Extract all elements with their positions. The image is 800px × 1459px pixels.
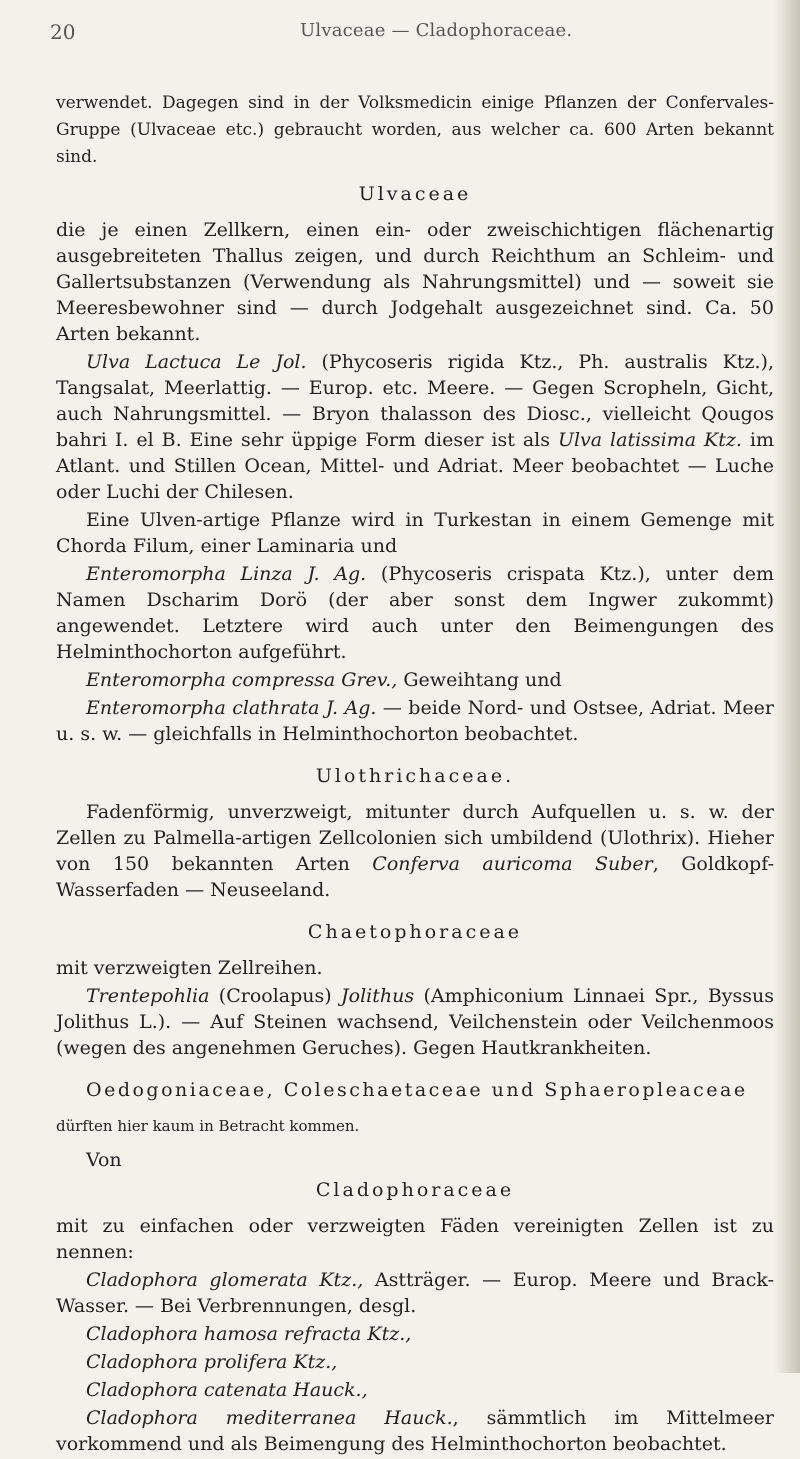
page-body <box>56 90 774 1459</box>
species-name: Jolithus <box>341 985 415 1007</box>
ulva-lactuca-entry <box>56 349 774 505</box>
cladophoraceae-description: mit zu einfachen oder verzweigten Fäden vereinigten Zellen ist zu nennen: <box>56 1215 774 1263</box>
page-number: 20 <box>50 20 76 44</box>
cladophora-mediterranea-entry <box>56 1405 774 1457</box>
oedogoniaceae-note: dürften hier kaum in Betracht kommen. <box>56 1117 360 1135</box>
turkestan-paragraph: Eine Ulven-artige Pflanze wird in Turkestan in einem Gemenge mit Chorda Filum, einer Laminaria und <box>56 509 774 557</box>
entry-text: — beide Nord- und Ostsee, Adriat. Meer u. s. w. — gleichfalls in Helminthochorton beobachtet. <box>56 697 774 745</box>
entry-text: Fadenförmig, unverzweigt, mitunter durch Aufquellen u. s. w. der Zellen zu Palmella-artigen Zellcolonien sich umbildend (Ulothrix). Hieher von 150 bekannten Arten <box>56 801 774 875</box>
enteromorpha-compressa-entry <box>56 667 774 693</box>
ulothrichaceae-paragraph <box>56 799 774 903</box>
cladophora-glomerata-entry <box>56 1267 774 1319</box>
entry-text: (Croolapus) <box>209 985 342 1007</box>
entry-text: (Phycoseris crispata Ktz.), unter dem Namen Dscharim Dorö (der aber sonst dem Ingwer zukommt) angewendet. Letztere wird auch unter den Beimengungen des Helminthochorton aufgeführt. <box>56 563 775 663</box>
species-name: Enteromorpha compressa Grev., <box>86 669 398 691</box>
heading-oedogoniaceae: Oedogoniaceae, Coleschaetaceae und Sphaeropleaceae <box>86 1079 748 1101</box>
species-name: Cladophora mediterranea Hauck. <box>86 1407 453 1429</box>
ulvaceae-description: die je einen Zellkern, einen ein- oder zweischichtigen flächenartig ausgebreiteten Thallus zeigen, und durch Reichthum an Schleim- und Gallertsubstanzen (Verwendung als Nahrungsmittel) und — soweit sie Meeresbewohner sind — durch Jodgehalt ausgezeichnet sind. Ca. 50 Arten bekannt. <box>56 219 774 345</box>
species-name: Ulva Lactuca Le Jol. <box>86 351 307 373</box>
page-header <box>0 20 800 60</box>
heading-ulothrichaceae: Ulothrichaceae. <box>315 765 515 787</box>
enteromorpha-clathrata-entry <box>56 695 774 747</box>
entry-text: (Phycoseris rigida Ktz., Ph. australis Ktz.), Tangsalat, Meerlattig. — Europ. etc. Meere. — Gegen Scropheln, Gicht, auch Nahrungsmittel. — Bryon thalasson des Diosc., vielleicht Qougos bahri I. el B. Eine sehr üppige Form dieser ist als <box>56 351 775 451</box>
entry-text: im Atlant. und Stillen Ocean, Mittel- und Adriat. Meer beobachtet — Luche oder Luchi der Chilesen. <box>56 429 775 503</box>
running-title: Ulvaceae — Cladophoraceae. <box>300 20 573 41</box>
species-name: Enteromorpha Linza J. Ag. <box>86 563 367 585</box>
heading-ulvaceae: Ulvaceae <box>358 183 472 205</box>
entry-text: (Amphiconium Linnaei Spr., Byssus Jolithus L.). — Auf Steinen wachsend, Veilchenstein oder Veilchenmoos (wegen des angenehmen Geruches). Gegen Hautkrankheiten. <box>56 985 774 1059</box>
heading-cladophoraceae: Cladophoraceae <box>315 1179 515 1201</box>
species-name: Trentepohlia <box>86 985 210 1007</box>
species-name: Conferva auricoma Suber <box>372 853 653 875</box>
entry-text: , sämmtlich im Mittelmeer vorkommend und als Beimengung des Helminthochorton beobachtet. <box>56 1407 774 1455</box>
trentepohlia-entry <box>56 983 774 1061</box>
entry-text: Astträger. — Europ. Meere und Brack-Wasser. — Bei Verbrennungen, desgl. <box>56 1269 774 1317</box>
chaetophoraceae-description: mit verzweigten Zellreihen. <box>56 957 323 979</box>
cladophora-catenata-entry: Cladophora catenata Hauck., <box>86 1379 368 1401</box>
enteromorpha-linza-entry <box>56 561 774 665</box>
cladophora-hamosa-entry: Cladophora hamosa refracta Ktz., <box>86 1323 412 1345</box>
intro-paragraph: verwendet. Dagegen sind in der Volksmedicin einige Pflanzen der Confervales-Gruppe (Ulvaceae etc.) gebraucht worden, aus welcher ca. 600 Arten bekannt sind. <box>56 93 774 167</box>
entry-text: Geweihtang und <box>397 669 562 691</box>
heading-chaetophoraceae: Chaetophoraceae <box>307 921 523 943</box>
von-line: Von <box>86 1149 122 1171</box>
cladophora-prolifera-entry: Cladophora prolifera Ktz., <box>86 1351 338 1373</box>
species-name: Enteromorpha clathrata J. Ag. <box>86 697 377 719</box>
species-name: Cladophora glomerata Ktz., <box>86 1269 364 1291</box>
page-edge-shadow <box>774 0 800 1373</box>
species-name: Ulva latissima Ktz. <box>557 429 742 451</box>
entry-text: , Goldkopf-Wasserfaden — Neuseeland. <box>56 853 774 901</box>
